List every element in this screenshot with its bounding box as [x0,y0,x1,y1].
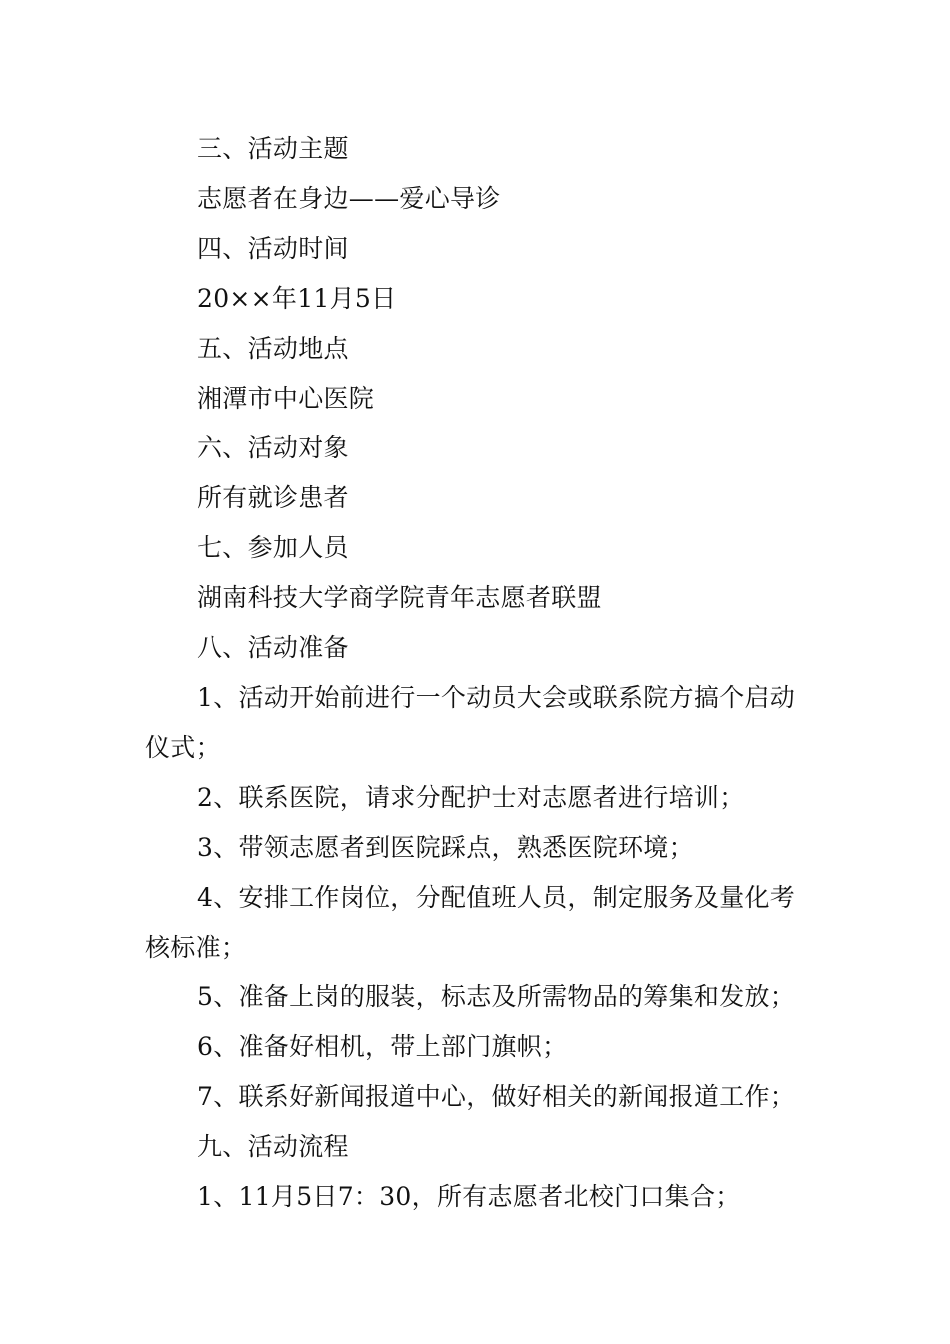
section-heading-process: 九、活动流程 [197,1132,349,1162]
document-body [145,124,810,1222]
audience-text: 所有就诊患者 [197,483,349,513]
section-heading-location: 五、活动地点 [197,333,349,363]
section-heading-participants: 七、参加人员 [197,533,349,563]
location-text: 湘潭市中心医院 [197,383,375,413]
section-heading-theme: 三、活动主题 [197,134,349,163]
preparation-item-1: 1、活动开始前进行一个动员大会或联系院方搞个启动仪式； [145,682,796,762]
preparation-item-4: 4、安排工作岗位，分配值班人员，制定服务及量化考核标准； [145,882,796,962]
section-heading-preparation: 八、活动准备 [197,633,349,663]
process-item-1: 1、11月5日7：30，所有志愿者北校门口集合； [197,1182,741,1212]
section-heading-time: 四、活动时间 [197,233,349,263]
preparation-item-2: 2、联系医院，请求分配护士对志愿者进行培训； [197,782,745,812]
preparation-item-7: 7、联系好新闻报道中心，做好相关的新闻报道工作； [197,1082,796,1112]
section-heading-audience: 六、活动对象 [197,433,349,463]
participants-text: 湖南科技大学商学院青年志愿者联盟 [197,583,602,613]
time-text: 20××年11月5日 [197,283,397,313]
preparation-item-3: 3、带领志愿者到医院踩点，熟悉医院环境； [197,832,694,862]
preparation-item-5: 5、准备上岗的服装，标志及所需物品的筹集和发放； [197,982,796,1012]
preparation-item-6: 6、准备好相机，带上部门旗帜； [197,1032,568,1062]
theme-text: 志愿者在身边——爱心导诊 [197,183,501,213]
